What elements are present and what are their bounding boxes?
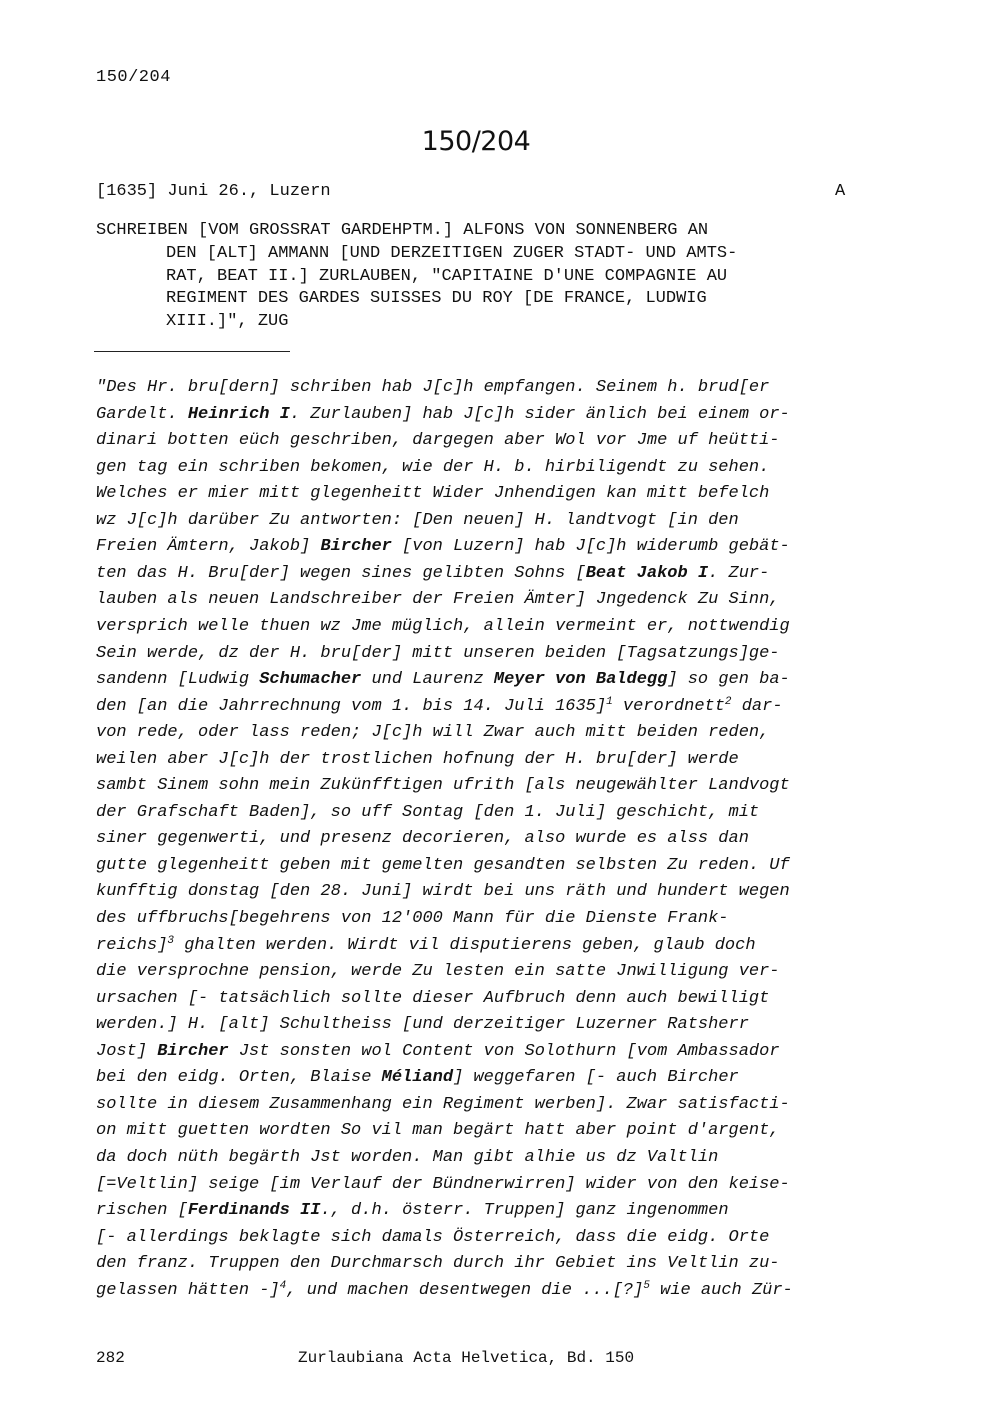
text-line — [96, 1201, 729, 1220]
text-line — [96, 750, 739, 769]
text-line — [96, 617, 790, 636]
text-line — [96, 776, 790, 795]
text-run: gelassen hätten -] — [96, 1280, 280, 1300]
text-line — [96, 856, 790, 875]
text-run: des uffbruchs[begehrens von 12'000 Mann für die Dienste Frank- — [96, 909, 729, 928]
title-line: RAT, BEAT II.] ZURLAUBEN, "CAPITAINE D'UNE COMPAGNIE AU — [166, 266, 728, 286]
text-run: sambt Sinem sohn mein Zukünfftigen ufrith [als neugewählter Landvogt — [96, 776, 790, 796]
footnote-ref: 5 — [643, 1279, 650, 1292]
text-line — [96, 644, 780, 663]
text-run: . Zurlauben] hab J[c]h sider änlich bei einem or- — [289, 404, 790, 424]
text-line — [96, 511, 739, 530]
person-name: Bircher — [320, 537, 392, 557]
text-run: , und machen desentwegen die ...[?] — [286, 1280, 644, 1300]
text-run: on mitt guetten wordten So vil man begärt hatt aber point d'argent, — [96, 1121, 780, 1141]
text-run: da doch nüth begärth Jst worden. Man gibt alhie us dz Valtlin — [96, 1147, 719, 1167]
person-name: Schumacher — [259, 670, 362, 690]
text-run: versprich welle thuen wz Jme müglich, allein vermeint er, nottwendig — [96, 616, 790, 636]
text-run: dinari botten eüch geschriben, dargegen aber Wol vor Jme uf heütti- — [96, 431, 780, 451]
text-run: gutte glegenheitt geben mit gemelten gesandten selbsten Zu reden. Uf — [96, 855, 790, 875]
date-place: [1635] Juni 26., Luzern — [96, 182, 331, 201]
text-line — [96, 882, 790, 901]
text-line — [96, 1228, 769, 1247]
text-run: bei den eidg. Orten, Blaise — [96, 1068, 382, 1088]
text-run: ] weggefaren [- auch Bircher — [453, 1068, 739, 1088]
text-line — [96, 484, 769, 503]
document-number: 150/204 — [421, 126, 531, 157]
text-line — [96, 670, 790, 689]
text-line — [96, 697, 783, 716]
text-run: Sein werde, dz der H. bru[der] mitt unseren beiden [Tagsatzungs]ge- — [96, 643, 780, 663]
text-line — [96, 1281, 793, 1300]
text-run: [von Luzern] hab J[c]h widerumb gebät- — [391, 537, 790, 557]
text-run: sandenn [Ludwig — [96, 670, 260, 690]
footnote-ref: 2 — [724, 695, 732, 708]
text-run: sollte in diesem Zusammenhang ein Regiment werben]. Zwar satisfacti- — [96, 1094, 790, 1114]
text-line — [96, 803, 759, 822]
text-line — [96, 909, 729, 928]
title-line: REGIMENT DES GARDES SUISSES DU ROY [DE FRANCE, LUDWIG — [166, 289, 707, 309]
text-line — [96, 1121, 780, 1140]
text-run: reichs] — [96, 935, 168, 955]
title-divider — [94, 351, 290, 352]
text-run: ., d.h. österr. Truppen] ganz ingenommen — [320, 1201, 729, 1221]
text-run: gen tag ein schriben bekomen, wie der H. b. hirbiligendt zu sehen. — [96, 457, 770, 477]
text-run: werden.] H. [alt] Schultheiss [und derzeitiger Luzerner Ratsherr — [96, 1015, 749, 1035]
text-run: die versprochne pension, werde Zu lesten ein satte Jnwilligung ver- — [96, 962, 780, 982]
text-line — [96, 1175, 790, 1194]
text-line — [96, 405, 790, 424]
person-name: Beat Jakob I — [585, 563, 709, 583]
text-run: Jost] — [96, 1041, 158, 1061]
text-line — [96, 537, 790, 556]
title-line: XIII.]", ZUG — [166, 312, 289, 332]
text-line — [96, 1015, 749, 1034]
text-run: Jst sonsten wol Content von Solothurn [vom Ambassador — [228, 1041, 780, 1061]
footer-page-number: 282 — [96, 1349, 125, 1367]
text-run: wz J[c]h darüber Zu antworten: [Den neuen] H. landtvogt [in den — [96, 510, 739, 530]
text-run: ghalten werden. Wirdt vil disputierens geben, glaub doch — [174, 935, 756, 955]
footnote-ref: 3 — [167, 934, 175, 947]
title-line: SCHREIBEN [VOM GROSSRAT GARDEHPTM.] ALFONS VON SONNENBERG AN — [96, 221, 709, 240]
text-line — [96, 378, 769, 397]
text-run: siner gegenwerti, und presenz decorieren, also wurde es alss dan — [96, 829, 749, 849]
person-name: Heinrich I — [187, 404, 290, 424]
text-run: ursachen [- tatsächlich sollte dieser Aufbruch denn auch bewilligt — [96, 988, 770, 1008]
person-name: Ferdinands II — [187, 1201, 321, 1221]
text-run: "Des Hr. bru[dern] schriben hab J[c]h empfangen. Seinem h. brud[er — [96, 378, 770, 397]
text-line — [96, 1068, 739, 1087]
footnote-ref: 1 — [606, 695, 613, 708]
footnote-ref: 4 — [279, 1279, 287, 1292]
text-run: Welches er mier mitt glegenheitt Wider Jnhendigen kan mitt befelch — [96, 484, 770, 504]
text-line — [96, 1254, 780, 1273]
text-run: den [an die Jahrrechnung vom 1. bis 14. Juli 1635] — [96, 696, 607, 716]
text-run: von rede, oder lass reden; J[c]h will Zwar auch mitt beiden reden, — [96, 723, 770, 743]
footer-journal-title: Zurlaubiana Acta Helvetica, Bd. 150 — [298, 1349, 635, 1367]
text-line — [96, 936, 756, 955]
person-name: Bircher — [157, 1041, 229, 1061]
text-run: [=Veltlin] seige [im Verlauf der Bündnerwirren] wider von den keise- — [96, 1174, 790, 1194]
text-run: Freien Ämtern, Jakob] — [96, 537, 321, 557]
text-line — [96, 1095, 790, 1114]
text-run: den franz. Truppen den Durchmarsch durch ihr Gebiet ins Veltlin zu- — [96, 1254, 780, 1274]
running-header: 150/204 — [96, 68, 171, 87]
text-run: ] so gen ba- — [667, 670, 790, 690]
text-line — [96, 962, 780, 981]
text-run: der Grafschaft Baden], so uff Sontag [den 1. Juli] geschicht, mit — [96, 802, 760, 822]
text-run: verordnett — [612, 696, 725, 716]
text-run: und Laurenz — [361, 670, 494, 690]
text-run: dar- — [731, 696, 783, 716]
text-run: ten das H. Bru[der] wegen sines gelibten Sohns [ — [96, 563, 586, 583]
text-line — [96, 458, 769, 477]
letter-marker: A — [835, 182, 846, 201]
text-line — [96, 829, 749, 848]
text-line — [96, 723, 769, 742]
text-run: lauben als neuen Landschreiber der Freien Ämter] Jngedenck Zu Sinn, — [96, 590, 780, 610]
text-run: wie auch Zür- — [649, 1280, 793, 1300]
text-line — [96, 1042, 780, 1061]
text-run: kunfftig donstag [den 28. Juni] wirdt bei uns räth und hundert wegen — [96, 882, 790, 902]
text-run: rischen [ — [96, 1201, 188, 1221]
text-line — [96, 989, 769, 1008]
text-run: . Zur- — [708, 563, 770, 583]
text-run: weilen aber J[c]h der trostlichen hofnung der H. bru[der] werde — [96, 749, 739, 769]
title-line: DEN [ALT] AMMANN [UND DERZEITIGEN ZUGER STADT- UND AMTS- — [166, 243, 738, 263]
text-run: [- allerdings beklagte sich damals Österreich, dass die eidg. Orte — [96, 1227, 770, 1247]
text-line — [96, 564, 769, 583]
text-run: Gardelt. — [96, 404, 188, 424]
text-line — [96, 431, 780, 450]
text-line — [96, 1148, 718, 1167]
text-line — [96, 590, 780, 609]
person-name: Méliand — [381, 1068, 454, 1088]
person-name: Meyer von Baldegg — [493, 670, 668, 690]
